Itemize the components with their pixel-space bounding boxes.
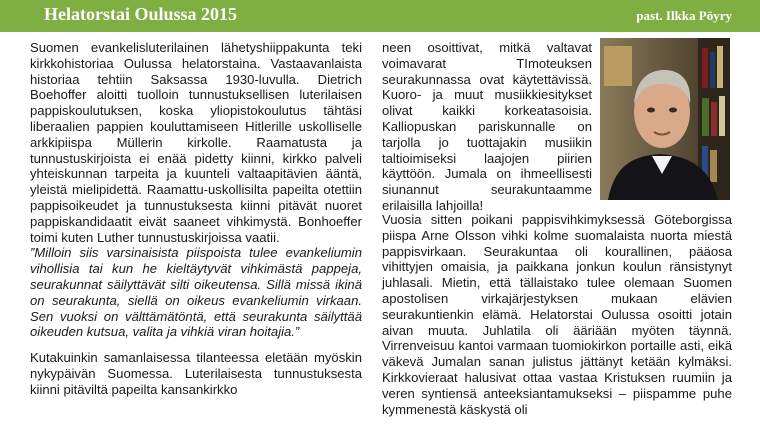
author-photo bbox=[600, 38, 730, 200]
right-column-bottom bbox=[382, 212, 732, 417]
luther-quote bbox=[30, 245, 362, 340]
right-column-top bbox=[382, 40, 592, 214]
article-author: past. Ilkka Pöyry bbox=[636, 8, 732, 23]
article-title: Helatorstai Oulussa 2015 bbox=[44, 4, 238, 24]
quote-text: ”Milloin siis varsinaisista piispoista tulee evankeliumin vihollisia tai kun he kieltäytyvät vihkimästä pappeja, seurakunnat säilyttävät silti oikeutensa. Sillä missä ikinä on seurakunta, siellä on oikeus evankeliumin virkaan. Sen vuoksi on välttämätöntä, että seurakunta säilyttää oikeuden kutsua, valita ja vihkiä viran hoitajia.” bbox=[30, 245, 362, 340]
paragraph-intro: Suomen evankelisluterilainen lähetyshiippakunta teki kirkkohistoriaa Oulussa helatorstaina. Vastaavanlaista historiaa tehtiin Saksassa 1930-luvulla. Dietrich Boehoffer aloitti tuolloin tunnustuksellisen luterilaisen pappiskoulutuksen, koska yliopistokoulutus tähtäsi liberaalien pappien kouluttamiseen Hitlerille uskolliselle arkkipiispa Müllerin kirkolle. Raamatusta ja tunnustuskirjoista ei enää pidetty kiinni, kirkko palveli yhteiskunnan tarpeita ja kuunteli valtaapitävien ääntä, yleistä mielipidettä. Raamattu-uskollisilta papeilta otettiin pappisoikeudet ja tunnustuksesta kiinni pitävät nuoret pappiskandidaatit eivät saaneet vihkimystä. Bonhoeffer toimi kuten Luther tunnustuskirjoissa vaatii. bbox=[30, 40, 362, 245]
paragraph-gothenburg: Vuosia sitten poikani pappisvihkimyksessä Göteborgissa piispa Arne Olsson vihki kolme suomalaista nuorta miestä pappisvirkaan. Seurakuntaa oli kourallinen, pääosa vihittyjen omaisia, ja paikkana jonkun koulun ränsistynyt juhlasali. Mietin, että tällaistako tulee olemaan Suomen apostolisen virkajärjestyksen mukaan elävien seurakuntienkin elämä. Helatorstai Oulussa osoitti jotain aivan muuta. Juhlatila oli ääriään myöten täynnä. Virrenveisuu kantoi varmaan tuomiokirkon portaille asti, eikä väkevä Jumalan sanan julistus jättänyt ketään kylmäksi. Kirkkovieraat halusivat ottaa vastaa Kristuksen ruumiin ja veren syntiensä anteeksiantamukseksi – piispamme puhe kymmenestä käskystä oli bbox=[382, 212, 732, 417]
paragraph-present-day: Kutakuinkin samanlaisessa tilanteessa eletään myöskin nykypäivän Suomessa. Luterilaisesta tunnustuksesta kiinni pitäviltä papeilta kansankirkko bbox=[30, 350, 362, 397]
article-header-bar bbox=[0, 0, 760, 32]
left-column bbox=[30, 40, 362, 398]
paragraph-continued: neen osoittivat, mitkä valtavat voimavarat TImoteuksen seurakunnassa ovat käytettävissä. Kuoro- ja muut musiikkiesitykset olivat kaikki korkeatasoisia. Kalliopuskan pariskunnalle on tarjolla jo tuottajakin musiikin taltioimiseksi laajojen piirien käyttöön. Jumala on ihmeellisesti siunannut seurakuntaamme erilaisilla lahjoilla! bbox=[382, 40, 592, 213]
